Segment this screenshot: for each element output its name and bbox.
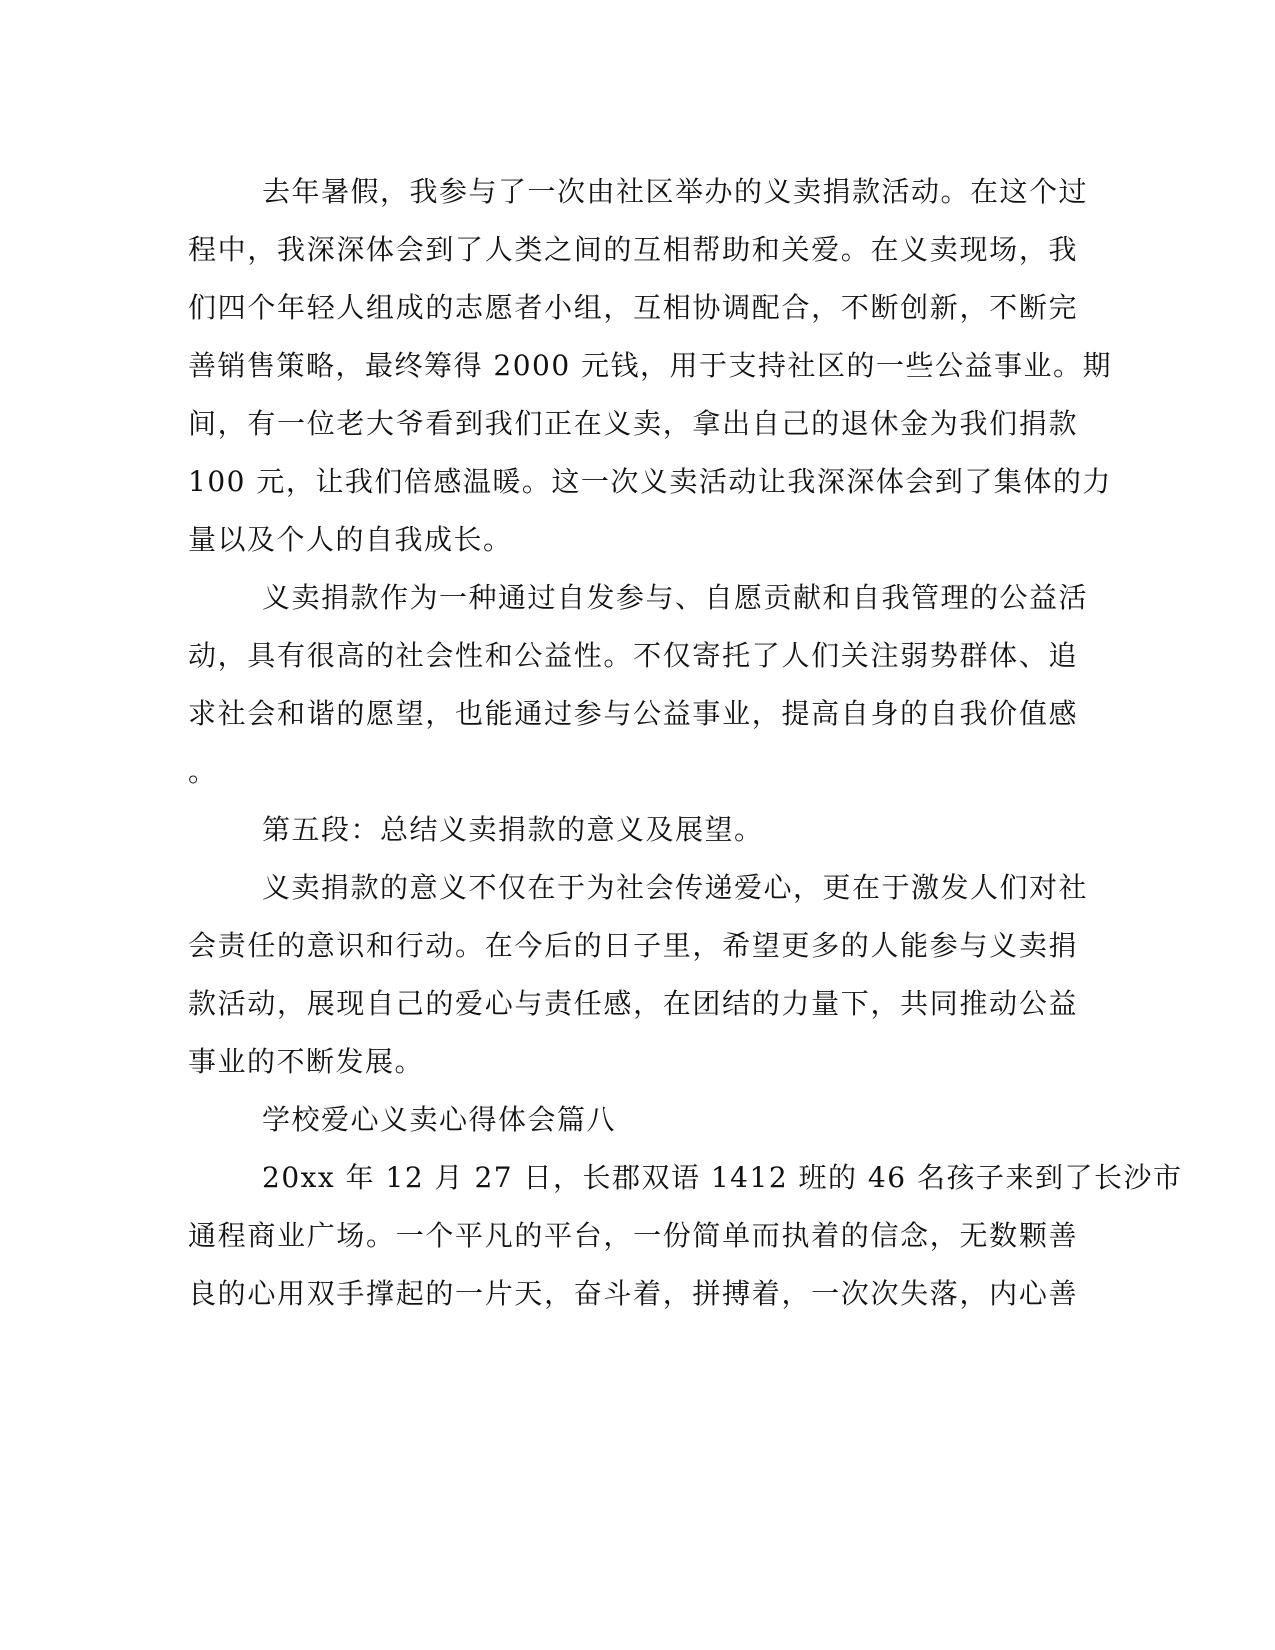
paragraph-line: 100 元，让我们倍感温暖。这一次义卖活动让我深深体会到了集体的力 [188, 465, 1112, 498]
section-heading: 第五段：总结义卖捐款的意义及展望。 [262, 813, 764, 846]
paragraph-line: 去年暑假，我参与了一次由社区举办的义卖捐款活动。在这个过 [262, 175, 1089, 208]
paragraph-line: 义卖捐款的意义不仅在于为社会传递爱心，更在于激发人们对社 [262, 871, 1089, 904]
paragraph-line: 程中，我深深体会到了人类之间的互相帮助和关爱。在义卖现场，我 [188, 233, 1078, 266]
paragraph-line: 间，有一位老大爷看到我们正在义卖，拿出自己的退休金为我们捐款 [188, 407, 1078, 440]
article-title: 学校爱心义卖心得体会篇八 [262, 1103, 617, 1136]
paragraph-line: 20xx 年 12 月 27 日，长郡双语 1412 班的 46 名孩子来到了长沙市 [262, 1161, 1183, 1194]
paragraph-line: 善销售策略，最终筹得 2000 元钱，用于支持社区的一些公益事业。期 [188, 349, 1113, 382]
paragraph-line: 们四个年轻人组成的志愿者小组，互相协调配合，不断创新，不断完 [188, 291, 1078, 324]
paragraph-line: 。 [188, 755, 218, 788]
paragraph-line: 量以及个人的自我成长。 [188, 523, 513, 556]
paragraph-line: 事业的不断发展。 [188, 1045, 425, 1078]
paragraph-line: 良的心用双手撑起的一片天，奋斗着，拼搏着，一次次失落，内心善 [188, 1277, 1078, 1310]
paragraph-line: 求社会和谐的愿望，也能通过参与公益事业，提高自身的自我价值感 [188, 697, 1078, 730]
paragraph-line: 会责任的意识和行动。在今后的日子里，希望更多的人能参与义卖捐 [188, 929, 1078, 962]
paragraph-line: 款活动，展现自己的爱心与责任感，在团结的力量下，共同推动公益 [188, 987, 1078, 1020]
paragraph-line: 通程商业广场。一个平凡的平台，一份简单而执着的信念，无数颗善 [188, 1219, 1078, 1252]
paragraph-line: 动，具有很高的社会性和公益性。不仅寄托了人们关注弱势群体、追 [188, 639, 1078, 672]
paragraph-line: 义卖捐款作为一种通过自发参与、自愿贡献和自我管理的公益活 [262, 581, 1089, 614]
